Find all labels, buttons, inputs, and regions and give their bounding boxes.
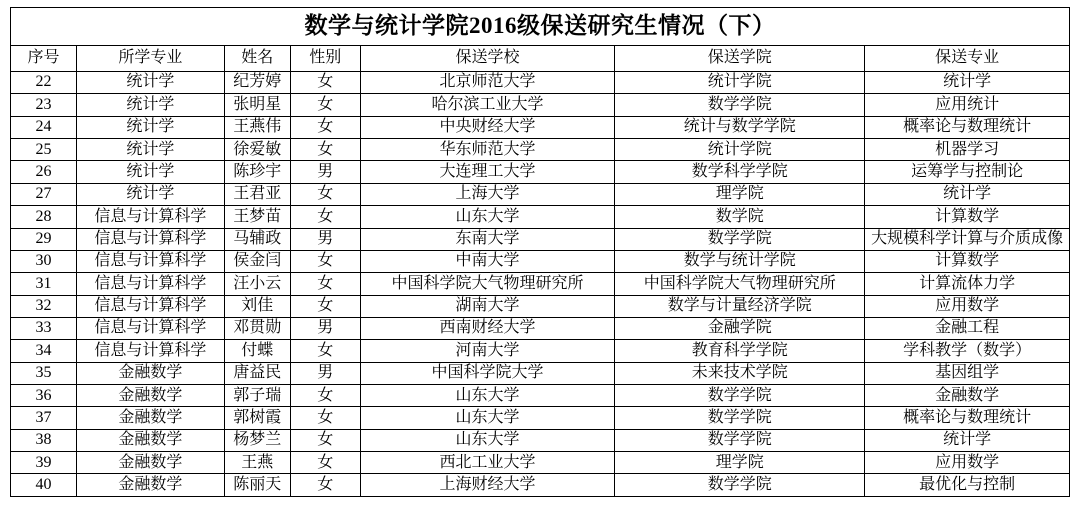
cell-no: 35 bbox=[11, 362, 77, 384]
cell-no: 32 bbox=[11, 295, 77, 317]
cell-name: 王燕伟 bbox=[224, 116, 290, 138]
cell-no: 33 bbox=[11, 317, 77, 339]
header-target-college: 保送学院 bbox=[615, 46, 865, 72]
cell-target-major: 统计学 bbox=[865, 429, 1070, 451]
cell-target-major: 概率论与数理统计 bbox=[865, 116, 1070, 138]
cell-target-school: 北京师范大学 bbox=[360, 72, 615, 94]
cell-target-school: 山东大学 bbox=[360, 206, 615, 228]
title-row bbox=[11, 8, 1070, 46]
table-row bbox=[11, 72, 1070, 94]
cell-target-school: 河南大学 bbox=[360, 340, 615, 362]
table-row bbox=[11, 407, 1070, 429]
cell-target-major: 运筹学与控制论 bbox=[865, 161, 1070, 183]
page-title: 数学与统计学院2016级保送研究生情况（下） bbox=[11, 8, 1070, 46]
cell-target-major: 计算数学 bbox=[865, 250, 1070, 272]
cell-studied-major: 信息与计算科学 bbox=[76, 250, 224, 272]
table-body bbox=[11, 72, 1070, 497]
cell-target-school: 哈尔滨工业大学 bbox=[360, 94, 615, 116]
cell-gender: 女 bbox=[290, 139, 360, 161]
cell-target-major: 应用数学 bbox=[865, 452, 1070, 474]
table-row bbox=[11, 295, 1070, 317]
cell-target-college: 理学院 bbox=[615, 183, 865, 205]
cell-target-school: 中国科学院大气物理研究所 bbox=[360, 273, 615, 295]
cell-target-school: 东南大学 bbox=[360, 228, 615, 250]
cell-target-college: 数学与统计学院 bbox=[615, 250, 865, 272]
cell-target-major: 统计学 bbox=[865, 72, 1070, 94]
cell-studied-major: 统计学 bbox=[76, 94, 224, 116]
cell-no: 29 bbox=[11, 228, 77, 250]
cell-target-major: 统计学 bbox=[865, 183, 1070, 205]
cell-target-school: 上海大学 bbox=[360, 183, 615, 205]
cell-target-major: 大规模科学计算与介质成像 bbox=[865, 228, 1070, 250]
cell-target-school: 山东大学 bbox=[360, 385, 615, 407]
cell-target-school: 西南财经大学 bbox=[360, 317, 615, 339]
cell-gender: 女 bbox=[290, 452, 360, 474]
cell-studied-major: 金融数学 bbox=[76, 385, 224, 407]
cell-gender: 女 bbox=[290, 72, 360, 94]
cell-name: 付蝶 bbox=[224, 340, 290, 362]
cell-target-college: 数学学院 bbox=[615, 407, 865, 429]
cell-no: 23 bbox=[11, 94, 77, 116]
cell-gender: 女 bbox=[290, 407, 360, 429]
cell-no: 34 bbox=[11, 340, 77, 362]
cell-no: 24 bbox=[11, 116, 77, 138]
table-row bbox=[11, 250, 1070, 272]
cell-target-college: 统计与数学学院 bbox=[615, 116, 865, 138]
cell-no: 38 bbox=[11, 429, 77, 451]
cell-gender: 男 bbox=[290, 161, 360, 183]
cell-name: 陈丽天 bbox=[224, 474, 290, 497]
cell-no: 31 bbox=[11, 273, 77, 295]
cell-target-major: 应用统计 bbox=[865, 94, 1070, 116]
table-row bbox=[11, 385, 1070, 407]
header-no: 序号 bbox=[11, 46, 77, 72]
students-table bbox=[10, 7, 1070, 497]
cell-target-college: 数学学院 bbox=[615, 94, 865, 116]
cell-gender: 女 bbox=[290, 295, 360, 317]
table-row bbox=[11, 116, 1070, 138]
cell-name: 郭子瑞 bbox=[224, 385, 290, 407]
table-row bbox=[11, 340, 1070, 362]
cell-studied-major: 信息与计算科学 bbox=[76, 340, 224, 362]
cell-gender: 女 bbox=[290, 474, 360, 497]
cell-name: 杨梦兰 bbox=[224, 429, 290, 451]
header-row bbox=[11, 46, 1070, 72]
header-target-school: 保送学校 bbox=[360, 46, 615, 72]
table-row bbox=[11, 94, 1070, 116]
cell-studied-major: 信息与计算科学 bbox=[76, 228, 224, 250]
table-row bbox=[11, 206, 1070, 228]
cell-studied-major: 统计学 bbox=[76, 161, 224, 183]
cell-target-college: 数学院 bbox=[615, 206, 865, 228]
cell-target-college: 统计学院 bbox=[615, 72, 865, 94]
cell-gender: 女 bbox=[290, 116, 360, 138]
cell-studied-major: 金融数学 bbox=[76, 429, 224, 451]
cell-target-college: 金融学院 bbox=[615, 317, 865, 339]
cell-target-college: 未来技术学院 bbox=[615, 362, 865, 384]
cell-gender: 女 bbox=[290, 273, 360, 295]
cell-name: 张明星 bbox=[224, 94, 290, 116]
cell-name: 纪芳婷 bbox=[224, 72, 290, 94]
cell-no: 22 bbox=[11, 72, 77, 94]
cell-no: 30 bbox=[11, 250, 77, 272]
cell-target-major: 金融工程 bbox=[865, 317, 1070, 339]
cell-target-school: 山东大学 bbox=[360, 407, 615, 429]
table-row bbox=[11, 273, 1070, 295]
cell-target-major: 最优化与控制 bbox=[865, 474, 1070, 497]
cell-target-school: 湖南大学 bbox=[360, 295, 615, 317]
cell-no: 26 bbox=[11, 161, 77, 183]
cell-target-major: 计算数学 bbox=[865, 206, 1070, 228]
cell-target-school: 山东大学 bbox=[360, 429, 615, 451]
cell-target-school: 西北工业大学 bbox=[360, 452, 615, 474]
cell-name: 王梦苗 bbox=[224, 206, 290, 228]
cell-name: 王燕 bbox=[224, 452, 290, 474]
header-gender: 性别 bbox=[290, 46, 360, 72]
cell-no: 36 bbox=[11, 385, 77, 407]
cell-name: 侯金闫 bbox=[224, 250, 290, 272]
cell-target-school: 华东师范大学 bbox=[360, 139, 615, 161]
cell-target-school: 大连理工大学 bbox=[360, 161, 615, 183]
cell-name: 刘佳 bbox=[224, 295, 290, 317]
cell-no: 27 bbox=[11, 183, 77, 205]
cell-studied-major: 信息与计算科学 bbox=[76, 273, 224, 295]
cell-name: 马辅政 bbox=[224, 228, 290, 250]
cell-target-major: 概率论与数理统计 bbox=[865, 407, 1070, 429]
header-name: 姓名 bbox=[224, 46, 290, 72]
cell-studied-major: 金融数学 bbox=[76, 452, 224, 474]
cell-gender: 女 bbox=[290, 429, 360, 451]
table-row bbox=[11, 161, 1070, 183]
cell-target-college: 数学学院 bbox=[615, 474, 865, 497]
cell-gender: 女 bbox=[290, 183, 360, 205]
cell-gender: 男 bbox=[290, 317, 360, 339]
cell-studied-major: 金融数学 bbox=[76, 362, 224, 384]
cell-studied-major: 统计学 bbox=[76, 139, 224, 161]
cell-target-school: 中国科学院大学 bbox=[360, 362, 615, 384]
table-row bbox=[11, 183, 1070, 205]
cell-target-college: 统计学院 bbox=[615, 139, 865, 161]
cell-no: 40 bbox=[11, 474, 77, 497]
cell-gender: 女 bbox=[290, 250, 360, 272]
cell-target-college: 数学与计量经济学院 bbox=[615, 295, 865, 317]
cell-studied-major: 信息与计算科学 bbox=[76, 295, 224, 317]
cell-target-college: 理学院 bbox=[615, 452, 865, 474]
cell-target-school: 上海财经大学 bbox=[360, 474, 615, 497]
cell-name: 王君亚 bbox=[224, 183, 290, 205]
cell-studied-major: 信息与计算科学 bbox=[76, 317, 224, 339]
header-studied-major: 所学专业 bbox=[76, 46, 224, 72]
cell-target-major: 基因组学 bbox=[865, 362, 1070, 384]
cell-target-college: 教育科学学院 bbox=[615, 340, 865, 362]
cell-target-college: 中国科学院大气物理研究所 bbox=[615, 273, 865, 295]
cell-studied-major: 统计学 bbox=[76, 72, 224, 94]
cell-target-school: 中南大学 bbox=[360, 250, 615, 272]
cell-gender: 男 bbox=[290, 228, 360, 250]
cell-target-major: 机器学习 bbox=[865, 139, 1070, 161]
cell-gender: 女 bbox=[290, 340, 360, 362]
table-head bbox=[11, 8, 1070, 72]
cell-name: 郭树霞 bbox=[224, 407, 290, 429]
cell-gender: 女 bbox=[290, 206, 360, 228]
table-row bbox=[11, 228, 1070, 250]
cell-gender: 女 bbox=[290, 94, 360, 116]
table-row bbox=[11, 429, 1070, 451]
cell-name: 陈珍宇 bbox=[224, 161, 290, 183]
cell-name: 邓贯勋 bbox=[224, 317, 290, 339]
cell-target-school: 中央财经大学 bbox=[360, 116, 615, 138]
cell-gender: 男 bbox=[290, 362, 360, 384]
cell-studied-major: 信息与计算科学 bbox=[76, 206, 224, 228]
cell-target-major: 应用数学 bbox=[865, 295, 1070, 317]
cell-target-college: 数学学院 bbox=[615, 429, 865, 451]
cell-target-major: 学科教学（数学） bbox=[865, 340, 1070, 362]
table-row bbox=[11, 452, 1070, 474]
cell-no: 25 bbox=[11, 139, 77, 161]
cell-name: 徐爱敏 bbox=[224, 139, 290, 161]
table-row bbox=[11, 362, 1070, 384]
table-row bbox=[11, 474, 1070, 497]
cell-no: 28 bbox=[11, 206, 77, 228]
cell-no: 39 bbox=[11, 452, 77, 474]
table-row bbox=[11, 317, 1070, 339]
cell-target-college: 数学科学学院 bbox=[615, 161, 865, 183]
header-target-major: 保送专业 bbox=[865, 46, 1070, 72]
cell-target-major: 金融数学 bbox=[865, 385, 1070, 407]
cell-target-college: 数学学院 bbox=[615, 385, 865, 407]
cell-studied-major: 金融数学 bbox=[76, 474, 224, 497]
table-row bbox=[11, 139, 1070, 161]
cell-target-major: 计算流体力学 bbox=[865, 273, 1070, 295]
cell-no: 37 bbox=[11, 407, 77, 429]
cell-studied-major: 统计学 bbox=[76, 183, 224, 205]
cell-name: 唐益民 bbox=[224, 362, 290, 384]
cell-studied-major: 统计学 bbox=[76, 116, 224, 138]
cell-name: 汪小云 bbox=[224, 273, 290, 295]
cell-studied-major: 金融数学 bbox=[76, 407, 224, 429]
cell-gender: 女 bbox=[290, 385, 360, 407]
cell-target-college: 数学学院 bbox=[615, 228, 865, 250]
